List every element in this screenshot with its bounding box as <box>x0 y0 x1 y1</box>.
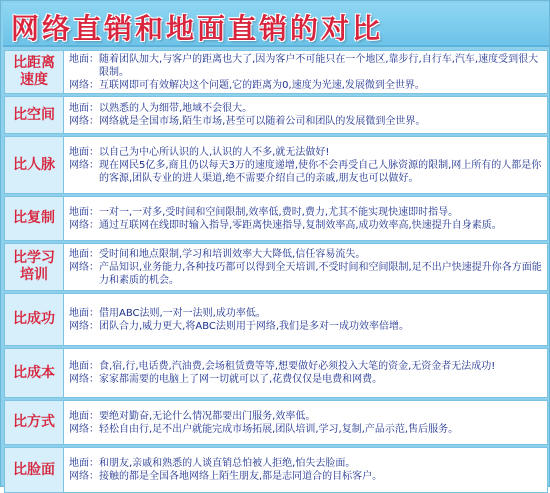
comparison-row <box>4 243 548 291</box>
row-content <box>69 137 543 193</box>
row-category-label <box>5 448 64 492</box>
line-text: 受时间和地点限制,学习和培训效率大大降低,信任容易流失。 <box>99 248 366 260</box>
online-sales-line <box>69 261 543 287</box>
comparison-row <box>4 348 548 398</box>
category-text: 比复制 <box>13 210 55 226</box>
row-category-label <box>5 51 64 93</box>
ground-sales-line <box>69 102 543 115</box>
line-text: 产品知识,业务能力,各种技巧都可以得到全天培训,不受时间和空间限制,足不出户快速提升你各方面能力和素质的机会。 <box>99 261 542 286</box>
online-sales-line <box>69 423 543 436</box>
category-text: 比学习 <box>13 250 55 266</box>
ground-sales-line <box>69 53 543 79</box>
title-bar <box>3 3 549 47</box>
ground-sales-line <box>69 307 543 320</box>
comparison-row <box>4 136 548 194</box>
line-prefix: 网络： <box>69 423 99 435</box>
line-prefix: 网络： <box>69 374 99 385</box>
category-text: 比距离 <box>13 55 55 71</box>
comparison-row <box>4 196 548 241</box>
line-prefix: 网络： <box>69 471 99 482</box>
ground-sales-line <box>69 360 543 373</box>
category-text: 比成本 <box>13 364 55 381</box>
line-prefix: 网络： <box>69 320 99 332</box>
line-text: 以自己为中心所认识的人,认识的人不多,就无法做好! <box>99 146 330 158</box>
row-category-label <box>5 401 64 444</box>
line-prefix: 地面： <box>69 248 99 260</box>
line-prefix: 网络： <box>69 159 99 171</box>
row-category-label <box>5 244 64 290</box>
line-text: 家家都需要的电脑上了网一切就可以了,花费仅仅是电费和网费。 <box>99 374 383 385</box>
online-sales-line <box>69 159 543 185</box>
line-text: 互联网即可有效解决这个问题,它的距离为0,速度为光速,发展微到全世界。 <box>99 79 425 91</box>
line-prefix: 地面： <box>69 146 99 158</box>
line-prefix: 地面： <box>69 103 99 114</box>
row-category-label <box>5 137 64 193</box>
row-content <box>69 349 543 397</box>
line-text: 一对一,一对多,受时间和空间限制,效率低,费时,费力,尤其不能实现快速即时指导。 <box>99 206 459 218</box>
ground-sales-line <box>69 206 543 219</box>
line-prefix: 地面： <box>69 307 99 319</box>
category-text: 培训 <box>20 267 48 283</box>
category-text: 比成功 <box>13 311 55 327</box>
line-prefix: 网络： <box>69 79 99 91</box>
category-text: 比方式 <box>13 414 55 430</box>
page-title: 网络直销和地面直销的对比 <box>11 12 384 45</box>
line-prefix: 地面： <box>69 206 99 218</box>
comparison-row <box>4 400 548 445</box>
online-sales-line <box>69 219 543 232</box>
category-text: 比空间 <box>13 106 55 123</box>
line-prefix: 地面： <box>69 361 99 372</box>
ground-sales-line <box>69 410 543 423</box>
row-content <box>69 294 543 345</box>
line-text: 借用ABC法则,一对一法则,成功率低。 <box>99 307 266 319</box>
row-content <box>69 197 543 240</box>
line-text: 通过互联网在线即时输入指导,零距离快速指导,复制效率高,成功效率高,快速提升自身素质。 <box>99 219 502 231</box>
line-prefix: 地面： <box>69 410 99 422</box>
line-text: 接触的都是全国各地网络上陌生朋友,都是志同道合的目标客户。 <box>99 471 383 482</box>
line-text: 现在网民5亿多,商且仍以每天3万的速度递增,使你不会再受自己人脉资源的限制,网上所有的人都是你的客源,团队专业的进人渠道,绝不需要介绍自己的亲戚,朋友也可以做好。 <box>99 159 542 184</box>
row-category-label <box>5 349 64 397</box>
line-text: 和朋友,亲戚和熟悉的人谈直销总怕被人拒绝,怕失去脸面。 <box>99 458 356 469</box>
line-text: 网络就是全国市场,陌生市场,甚至可以随着公司和团队的发展微到全世界。 <box>99 116 426 127</box>
online-sales-line <box>69 115 543 128</box>
comparison-row <box>4 50 548 94</box>
category-text: 比脸面 <box>13 461 55 478</box>
line-prefix: 网络： <box>69 219 99 231</box>
online-sales-line <box>69 79 543 92</box>
ground-sales-line <box>69 248 543 261</box>
line-text: 轻松自由行,足不出户就能完成市场拓展,团队培训,学习,复制,产品示范,售后服务。 <box>99 423 459 435</box>
line-text: 团队合力,威力更大,将ABC法则用于网络,我们是多对一成功效率倍增。 <box>99 320 410 332</box>
row-category-label <box>5 197 64 240</box>
row-content <box>69 51 543 93</box>
line-text: 以熟悉的人为细带,地域不会很大。 <box>99 103 253 114</box>
row-category-label <box>5 294 64 345</box>
row-content <box>69 244 543 290</box>
line-text: 食,宿,行,电话费,汽油费,会场租赁费等等,想要做好必须投入大笔的资金,无资金者无法成功! <box>99 361 496 372</box>
line-prefix: 地面： <box>69 53 99 65</box>
category-text: 比人脉 <box>13 156 55 173</box>
ground-sales-line <box>69 457 543 470</box>
online-sales-line <box>69 470 543 483</box>
line-prefix: 网络： <box>69 261 99 273</box>
row-content <box>69 97 543 133</box>
online-sales-line <box>69 373 543 386</box>
category-text: 速度 <box>20 72 48 88</box>
line-text: 随着团队加大,与客户的距离也大了,因为客户不可能只在一个地区,靠步行,自行车,汽车,速度受到很大限制。 <box>99 53 539 78</box>
comparison-row <box>4 96 548 134</box>
line-text: 要绝对勤奋,无论什么情况都要出门服务,效率低。 <box>99 410 316 422</box>
ground-sales-line <box>69 146 543 159</box>
line-prefix: 网络： <box>69 116 99 127</box>
row-category-label <box>5 97 64 133</box>
row-content <box>69 401 543 444</box>
comparison-row <box>4 447 548 493</box>
line-prefix: 地面： <box>69 458 99 469</box>
comparison-row <box>4 293 548 346</box>
row-content <box>69 448 543 492</box>
online-sales-line <box>69 320 543 333</box>
